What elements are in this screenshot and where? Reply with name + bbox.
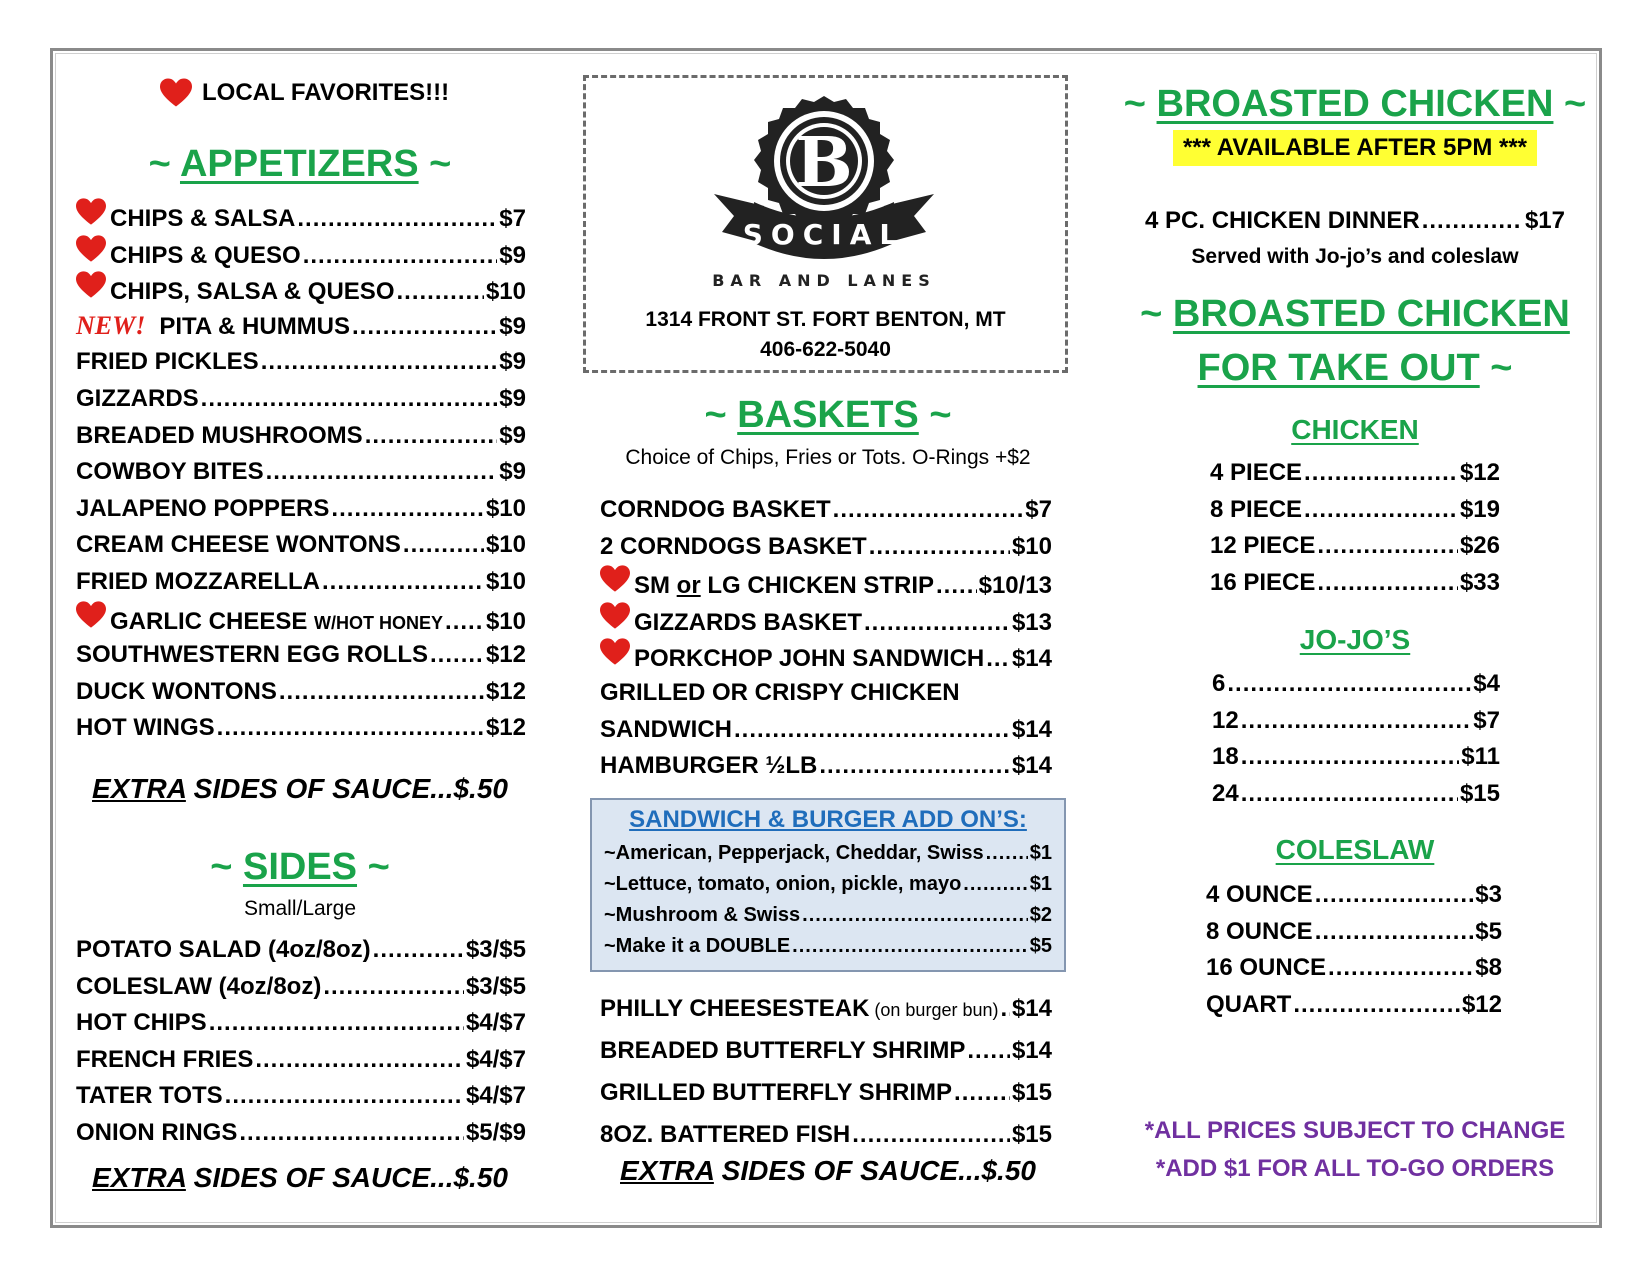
item-name: POTATO SALAD (4oz/8oz) [76, 936, 371, 963]
item-price: $15 [1011, 1121, 1052, 1148]
dot-leader [802, 900, 1028, 931]
baskets-list-2 [600, 988, 1052, 1156]
menu-item-row [76, 344, 526, 381]
heart-icon [600, 638, 630, 666]
menu-item-row [76, 601, 526, 638]
menu-item-row [600, 712, 1052, 749]
jojos-list [1212, 666, 1500, 812]
menu-item-row [76, 1005, 526, 1042]
item-price: $33 [1459, 568, 1500, 596]
item-name: HOT WINGS [76, 714, 215, 742]
item-name: ~Mushroom & Swiss [604, 904, 801, 926]
dot-leader [833, 492, 1024, 529]
dot-leader [297, 201, 497, 238]
dot-leader [986, 838, 1028, 869]
menu-item-row [604, 869, 1052, 900]
menu-item-row [600, 1030, 1052, 1072]
item-name: GRILLED BUTTERFLY SHRIMP [600, 1079, 953, 1106]
baskets-list [600, 492, 1052, 785]
item-name: GIZZARDS [76, 384, 199, 412]
menu-item-row [1210, 492, 1500, 529]
item-price: $19 [1459, 495, 1500, 523]
menu-item-row [76, 308, 526, 345]
takeout-heading: ~ BROASTED CHICKEN [1140, 293, 1570, 335]
menu-item-row [76, 491, 526, 528]
local-favorites-label: LOCAL FAVORITES!!! [202, 79, 450, 106]
dot-leader [1227, 666, 1471, 703]
item-price: $15 [1011, 1079, 1052, 1106]
item-price: $4/$7 [465, 1082, 526, 1110]
dot-leader [1328, 950, 1473, 987]
available-after-5pm: *** AVAILABLE AFTER 5PM *** [1120, 130, 1590, 166]
dot-leader [239, 1115, 464, 1152]
item-name: FRIED MOZZARELLA [76, 567, 320, 595]
footer-prices-note: *ALL PRICES SUBJECT TO CHANGE [1144, 1117, 1566, 1144]
menu-item-row [1206, 914, 1502, 951]
dot-leader [322, 564, 484, 601]
footer-togo-note: *ADD $1 FOR ALL TO-GO ORDERS [1155, 1155, 1555, 1182]
menu-item-row [76, 969, 526, 1006]
takeout-title-1: BROASTED CHICKEN [1172, 293, 1570, 335]
dot-leader [1315, 877, 1474, 914]
item-name: ~Make it a DOUBLE [604, 935, 791, 957]
menu-item-row [76, 932, 526, 969]
item-price: $14 [1011, 995, 1052, 1022]
item-price: $5 [1029, 935, 1052, 957]
item-name: 4 OUNCE [1206, 881, 1313, 908]
item-price: $10 [485, 494, 526, 522]
item-name: 12 PIECE [1210, 532, 1316, 560]
dot-leader [967, 1030, 1010, 1072]
item-price: $8 [1475, 954, 1502, 982]
dot-leader [403, 527, 484, 564]
item-price: $3/$5 [465, 936, 526, 963]
menu-item-row [600, 602, 1052, 639]
sides-extra-sauce: EXTRA SIDES OF SAUCE...$.50 [92, 1162, 508, 1193]
item-price: $9 [499, 384, 526, 412]
item-name: 8 OUNCE [1206, 917, 1313, 945]
item-price: $10 [485, 607, 526, 635]
sides-list [76, 932, 526, 1152]
item-price: $9 [499, 241, 526, 269]
dot-leader [430, 637, 484, 674]
takeout-title-2: FOR TAKE OUT [1197, 347, 1480, 389]
dot-leader [396, 274, 483, 311]
menu-item-row [76, 710, 526, 747]
dot-leader [266, 454, 498, 491]
dot-leader [819, 748, 1010, 785]
menu-item-row [76, 637, 526, 674]
appetizers-title: APPETIZERS [179, 143, 419, 185]
sides-note: Small/Large [243, 897, 357, 920]
item-price: $4 [1473, 670, 1500, 697]
dot-leader [1241, 739, 1460, 776]
menu-item-row [1212, 666, 1500, 703]
item-name: COWBOY BITES [76, 458, 264, 486]
item-name: ONION RINGS [76, 1118, 238, 1146]
broasted-title: BROASTED CHICKEN [1156, 83, 1554, 125]
dot-leader [1293, 987, 1460, 1024]
menu-item-row [600, 675, 1052, 712]
item-price: $10 [485, 278, 526, 306]
item-name: 8 PIECE [1210, 495, 1303, 523]
item-name: SM or LG CHICKEN STRIP [634, 572, 935, 600]
item-name: PORKCHOP JOHN SANDWICH [634, 645, 985, 673]
item-price: $11 [1461, 743, 1500, 771]
heart-icon [76, 271, 106, 299]
addons-box [590, 798, 1066, 972]
item-price: $7 [499, 205, 526, 232]
item-price: $9 [499, 348, 526, 376]
baskets-extra-sauce: EXTRA SIDES OF SAUCE...$.50 [620, 1155, 1036, 1186]
item-name: SANDWICH [600, 715, 732, 743]
dot-leader [1241, 776, 1458, 813]
dot-leader [954, 1072, 1010, 1114]
bottle-cap-logo [704, 94, 944, 294]
item-name: FRENCH FRIES [76, 1045, 254, 1073]
dot-leader [217, 710, 484, 747]
item-name: CHIPS, SALSA & QUESO [110, 278, 395, 306]
sides-heading: ~ SIDES ~ [210, 846, 390, 888]
item-name: COLESLAW (4oz/8oz) [76, 972, 322, 1000]
item-name: 2 CORNDOGS BASKET [600, 532, 867, 560]
item-price: $12 [485, 641, 526, 669]
dot-leader [852, 1114, 1010, 1156]
item-price: $10 [485, 567, 526, 595]
logo-word: SOCIAL [742, 218, 906, 251]
logo-subtitle: BAR AND LANES [712, 271, 936, 290]
item-name: 4 PIECE [1210, 459, 1303, 486]
dot-leader [1000, 988, 1009, 1030]
appetizers-heading: ~ APPETIZERS ~ [148, 143, 452, 185]
item-name: HOT CHIPS [76, 1009, 207, 1037]
item-name: SOUTHWESTERN EGG ROLLS [76, 641, 429, 669]
heart-icon [600, 565, 630, 593]
dot-leader [209, 1005, 464, 1042]
item-name: 18 [1212, 743, 1239, 771]
dot-leader [1317, 528, 1458, 565]
item-price: $12 [1459, 459, 1500, 486]
item-price: $9 [499, 312, 526, 340]
dinner-note: Served with Jo-jo’s and coleslaw [1191, 245, 1519, 268]
phone: 406-622-5040 [760, 338, 891, 361]
menu-item-row [600, 748, 1052, 785]
item-price: $3 [1475, 881, 1502, 908]
menu-item-row [1210, 528, 1500, 565]
dot-leader [1317, 565, 1458, 602]
dot-leader [323, 969, 464, 1006]
takeout-heading-2: FOR TAKE OUT ~ [1197, 347, 1513, 389]
menu-item-row [600, 1072, 1052, 1114]
dot-leader [986, 641, 1010, 678]
dot-leader [936, 568, 977, 605]
local-favorites [160, 78, 449, 108]
dot-leader [365, 418, 498, 455]
address: 1314 FRONT ST. FORT BENTON, MT [645, 308, 1006, 331]
menu-item-row [76, 527, 526, 564]
menu-item-row [1210, 455, 1500, 492]
menu-item-row [604, 900, 1052, 931]
menu-item-row [1212, 739, 1500, 776]
dot-leader [869, 529, 1010, 566]
item-price: $1 [1029, 873, 1052, 895]
menu-item-row [76, 271, 526, 308]
footer-notes [1120, 1112, 1590, 1188]
baskets-note: Choice of Chips, Fries or Tots. O-Rings +$2 [625, 446, 1031, 469]
item-name: ~American, Pepperjack, Cheddar, Swiss [604, 842, 984, 864]
menu-item-row [1206, 987, 1502, 1024]
item-name: QUART [1206, 990, 1292, 1018]
menu-item-row [600, 565, 1052, 602]
menu-item-row [76, 381, 526, 418]
dot-leader [331, 491, 484, 528]
item-name: CHIPS & SALSA [110, 205, 296, 232]
item-name: CREAM CHEESE WONTONS [76, 531, 401, 559]
appetizers-extra-sauce: EXTRA SIDES OF SAUCE...$.50 [92, 773, 508, 804]
dot-leader [279, 674, 484, 711]
menu-item-row [600, 638, 1052, 675]
dot-leader [255, 1042, 464, 1079]
item-name: PHILLY CHEESESTEAK (on burger bun) [600, 995, 999, 1022]
menu-item-row [76, 1078, 526, 1115]
menu-item-row [76, 564, 526, 601]
baskets-title: BASKETS [737, 394, 919, 436]
menu-item-row [76, 1042, 526, 1079]
item-price: $7 [1025, 496, 1052, 523]
item-price: $4/$7 [465, 1009, 526, 1037]
dot-leader [445, 604, 484, 641]
broasted-heading: ~ BROASTED CHICKEN ~ [1123, 83, 1587, 125]
menu-item-row [600, 529, 1052, 566]
item-name: 8OZ. BATTERED FISH [600, 1121, 851, 1148]
item-name: BREADED MUSHROOMS [76, 421, 363, 449]
item-name: 16 OUNCE [1206, 954, 1327, 982]
dot-leader [225, 1078, 464, 1115]
coleslaw-subhead: COLESLAW [1275, 834, 1435, 865]
item-price: $9 [499, 421, 526, 449]
menu-item-row [600, 988, 1052, 1030]
item-name: 16 PIECE [1210, 568, 1316, 596]
addons-list [604, 838, 1052, 962]
logo-box [583, 75, 1068, 373]
item-name: 24 [1212, 779, 1239, 807]
appetizers-list [76, 198, 526, 747]
item-price: $4/$7 [465, 1045, 526, 1073]
heart-icon [160, 78, 192, 108]
dot-leader [734, 712, 1010, 749]
item-price: $26 [1459, 532, 1500, 560]
menu-item-row [76, 198, 526, 235]
menu-item-row [1212, 776, 1500, 813]
item-name: FRIED PICKLES [76, 348, 259, 376]
item-name: ~Lettuce, tomato, onion, pickle, mayo [604, 873, 962, 895]
jojos-subhead: JO-JO’S [1299, 624, 1411, 655]
item-name: TATER TOTS [76, 1082, 223, 1110]
item-price: $9 [499, 458, 526, 486]
dot-leader [1304, 492, 1458, 529]
addons-title: SANDWICH & BURGER ADD ON’S: [629, 806, 1027, 833]
dot-leader [201, 381, 498, 418]
menu-item-row [1206, 950, 1502, 987]
dot-leader [373, 932, 464, 969]
item-price: $7 [1473, 706, 1500, 734]
item-price: $14 [1011, 715, 1052, 743]
menu-item-row [1212, 703, 1500, 740]
item-name: GARLIC CHEESE W/HOT HONEY [110, 607, 444, 635]
dot-leader [261, 344, 498, 381]
item-name: GIZZARDS BASKET [634, 608, 862, 636]
dot-leader [1241, 703, 1472, 740]
item-price: $10 [485, 531, 526, 559]
item-price: $14 [1011, 1037, 1052, 1064]
dot-leader [352, 309, 497, 346]
item-name: 12 [1212, 706, 1239, 734]
item-price: $5/$9 [465, 1118, 526, 1146]
dot-leader [303, 238, 498, 275]
item-name: CORNDOG BASKET [600, 496, 831, 523]
heart-icon [76, 235, 106, 263]
dot-leader [792, 931, 1028, 962]
item-price: $1 [1029, 842, 1052, 864]
chicken-subhead: CHICKEN [1291, 414, 1419, 445]
menu-item-row [76, 235, 526, 272]
menu-item-row [76, 418, 526, 455]
baskets-heading: ~ BASKETS ~ [704, 394, 952, 436]
menu-item-row [1206, 877, 1502, 914]
chicken-list [1210, 455, 1500, 601]
new-badge: NEW! [76, 310, 146, 340]
menu-item-row [604, 931, 1052, 962]
heart-icon [600, 602, 630, 630]
item-name: CHIPS & QUESO [110, 241, 301, 269]
item-name: DUCK WONTONS [76, 677, 277, 705]
item-price: $5 [1475, 917, 1502, 945]
sides-title: SIDES [242, 846, 358, 888]
item-price: $10/13 [978, 572, 1052, 600]
menu-item-row [600, 1114, 1052, 1156]
item-price: $12 [485, 714, 526, 742]
item-price: $13 [1011, 608, 1052, 636]
dot-leader [1315, 914, 1474, 951]
dot-leader [963, 869, 1027, 900]
item-price: $3/$5 [465, 972, 526, 1000]
item-price: $2 [1029, 904, 1052, 926]
menu-item-row [1210, 565, 1500, 602]
menu-item-row [76, 1115, 526, 1152]
item-price: $10 [1011, 532, 1052, 560]
menu-item-row [76, 454, 526, 491]
heart-icon [76, 198, 106, 226]
item-price: $12 [485, 677, 526, 705]
item-price: $14 [1011, 752, 1052, 780]
item-name: HAMBURGER ½LB [600, 752, 818, 780]
coleslaw-list [1206, 877, 1502, 1023]
menu-item-row [604, 838, 1052, 869]
item-name: PITA & HUMMUS [159, 312, 351, 340]
item-price: $14 [1011, 645, 1052, 673]
chicken-dinner-row: 4 PC. CHICKEN DINNER ..... $17 [1145, 206, 1565, 236]
dot-leader [864, 605, 1010, 642]
logo-letter: B [795, 123, 853, 203]
item-price: $12 [1461, 990, 1502, 1018]
dot-leader [1304, 455, 1458, 492]
item-name: 6 [1212, 670, 1226, 697]
item-name: GRILLED OR CRISPY CHICKEN [600, 678, 960, 706]
item-price: $15 [1459, 779, 1500, 807]
item-name: BREADED BUTTERFLY SHRIMP [600, 1037, 966, 1064]
heart-icon [76, 601, 106, 629]
menu-item-row [600, 492, 1052, 529]
menu-item-row [76, 674, 526, 711]
item-name: JALAPENO POPPERS [76, 494, 330, 522]
